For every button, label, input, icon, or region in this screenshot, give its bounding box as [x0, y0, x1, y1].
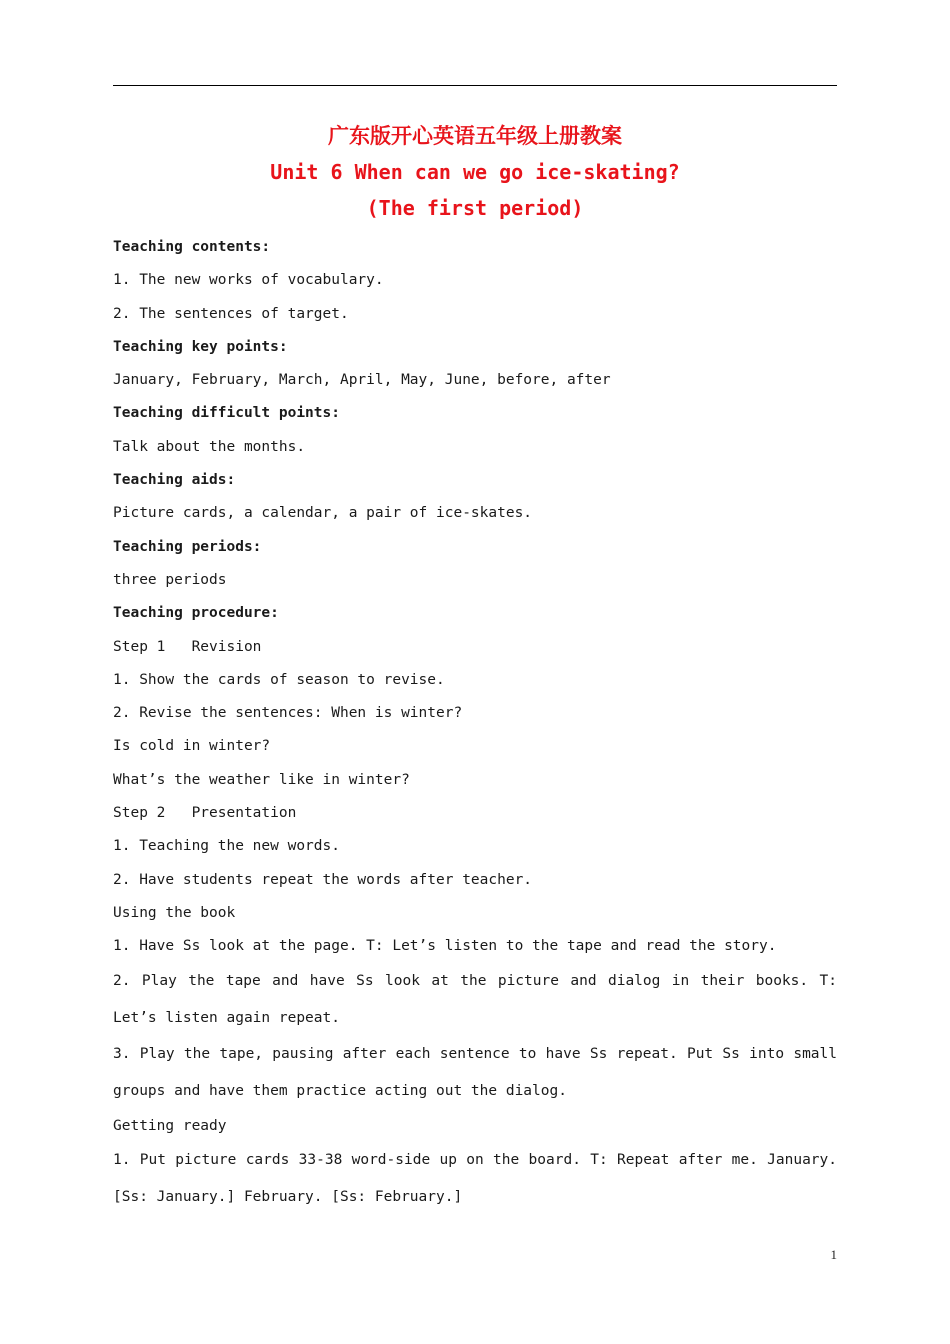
lesson-plan-body	[113, 231, 837, 1216]
section-getting-ready: Getting ready	[113, 1117, 227, 1134]
text-line: Talk about the months.	[113, 438, 306, 455]
text-line: 2. Have students repeat the words after teacher.	[113, 871, 533, 888]
title-block	[113, 118, 837, 226]
text-line: 2. Revise the sentences: When is winter?	[113, 705, 463, 722]
lesson-paragraphs	[113, 963, 837, 1110]
text-paragraph: 3. Play the tape, pausing after each sentence to have Ss repeat. Put Ss into small groups and have them practice acting out the dialog.	[113, 1045, 837, 1099]
section-heading: Teaching periods:	[113, 538, 262, 555]
section-heading: Teaching procedure:	[113, 605, 279, 622]
text-line: 1. Teaching the new words.	[113, 838, 340, 855]
section-heading: Teaching difficult points:	[113, 405, 340, 422]
final-paragraph: 1. Put picture cards 33-38 word-side up on the board. T: Repeat after me. January. [Ss: January.] February. [Ss: February.]	[113, 1151, 837, 1205]
text-line: three periods	[113, 571, 227, 588]
page-number: 1	[830, 1247, 837, 1262]
section-heading: Teaching contents:	[113, 239, 271, 255]
text-line: What’s the weather like in winter?	[113, 771, 410, 788]
text-line: January, February, March, April, May, June, before, after	[113, 372, 611, 389]
text-paragraph: 2. Play the tape and have Ss look at the picture and dialog in their books. T: Let’s listen again repeat.	[113, 972, 837, 1026]
header-rule	[113, 85, 837, 86]
unit-title: Unit 6 When can we go ice-skating?	[270, 160, 680, 184]
period-title: (The first period)	[366, 196, 584, 220]
section-heading: Teaching key points:	[113, 338, 288, 355]
text-line: Is cold in winter?	[113, 738, 271, 755]
text-line: Step 2 Presentation	[113, 805, 297, 822]
text-line: 1. Show the cards of season to revise.	[113, 671, 445, 688]
text-line: Picture cards, a calendar, a pair of ice-skates.	[113, 505, 533, 522]
text-line: Step 1 Revision	[113, 638, 262, 655]
document-title-chinese: 广东版开心英语五年级上册教案	[328, 124, 622, 148]
section-heading: Teaching aids:	[113, 472, 236, 489]
text-line: 1. The new works of vocabulary.	[113, 272, 384, 289]
lesson-lines	[113, 231, 837, 964]
text-line: 2. The sentences of target.	[113, 305, 349, 322]
text-line: 1. Have Ss look at the page. T: Let’s listen to the tape and read the story.	[113, 938, 777, 955]
text-line: Using the book	[113, 904, 236, 921]
